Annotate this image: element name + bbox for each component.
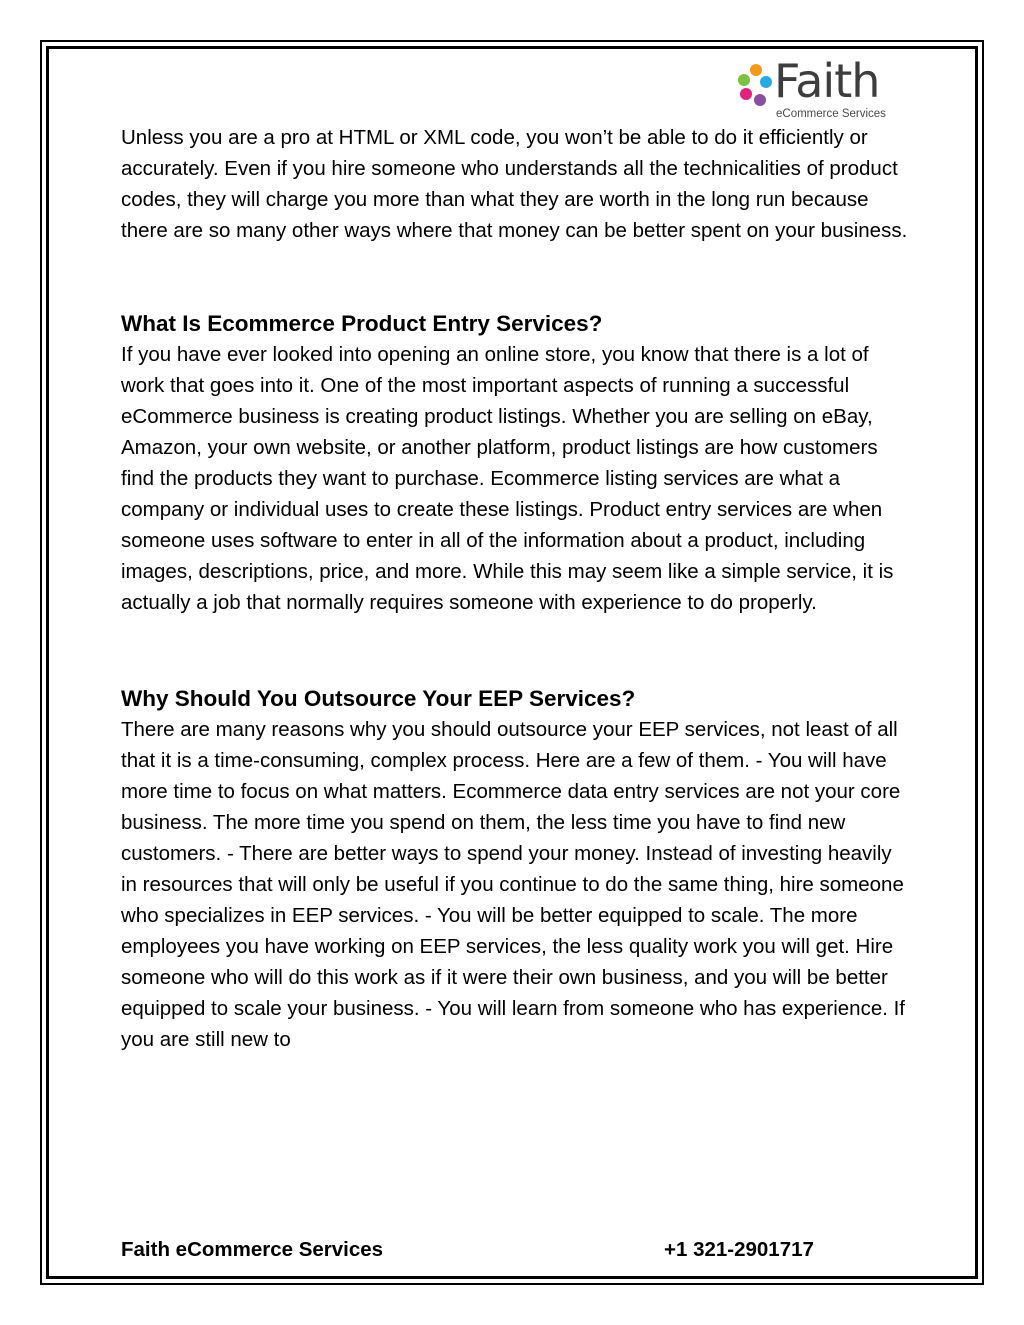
faith-logo: [736, 54, 906, 124]
logo-wordmark: Faith: [774, 54, 880, 108]
footer-phone: +1 321-2901717: [664, 1238, 814, 1261]
logo-tagline: eCommerce Services: [776, 108, 886, 120]
document-body: [121, 122, 911, 1055]
footer-company: Faith eCommerce Services: [121, 1238, 384, 1261]
flower-mark-icon: [736, 62, 776, 112]
section-heading-product-entry: What Is Ecommerce Product Entry Services?: [121, 311, 603, 336]
section-text-product-entry: If you have ever looked into opening an online store, you know that there is a lot of work that goes into it. One of the most important aspects of running a successful eCommerce business is creating product listings. Whether you are selling on eBay, Amazon, your own website, or another platform, product listings are how customers find the products they want to purchase. Ecommerce listing services are what a company or individual uses to create these listings. Product entry services are when someone uses software to enter in all of the information about a product, including images, descriptions, price, and more. While this may seem like a simple service, it is actually a job that normally requires someone with experience to do properly.: [121, 343, 894, 614]
intro-paragraph: Unless you are a pro at HTML or XML code, you won’t be able to do it efficiently or accurately. Even if you hire someone who understands all the technicalities of product codes, they will charge you more than what they are worth in the long run because there are so many other ways where that money can be better spent on your business.: [121, 126, 908, 242]
section-text-outsource: There are many reasons why you should outsource your EEP services, not least of all that it is a time-consuming, complex process. Here are a few of them. - You will have more time to focus on what matters. Ecommerce data entry services are not your core business. The more time you spend on them, the less time you have to find new customers. - There are better ways to spend your money. Instead of investing heavily in resources that will only be useful if you continue to do the same thing, hire someone who specializes in EEP services. - You will be better equipped to scale. The more employees you have working on EEP services, the less quality work you will get. Hire someone who will do this work as if it were their own business, and you will be better equipped to scale your business. - You will learn from someone who has experience. If you are still new to: [121, 718, 906, 1051]
section-heading-outsource: Why Should You Outsource Your EEP Services?: [121, 686, 636, 711]
page-footer: [121, 1238, 841, 1268]
